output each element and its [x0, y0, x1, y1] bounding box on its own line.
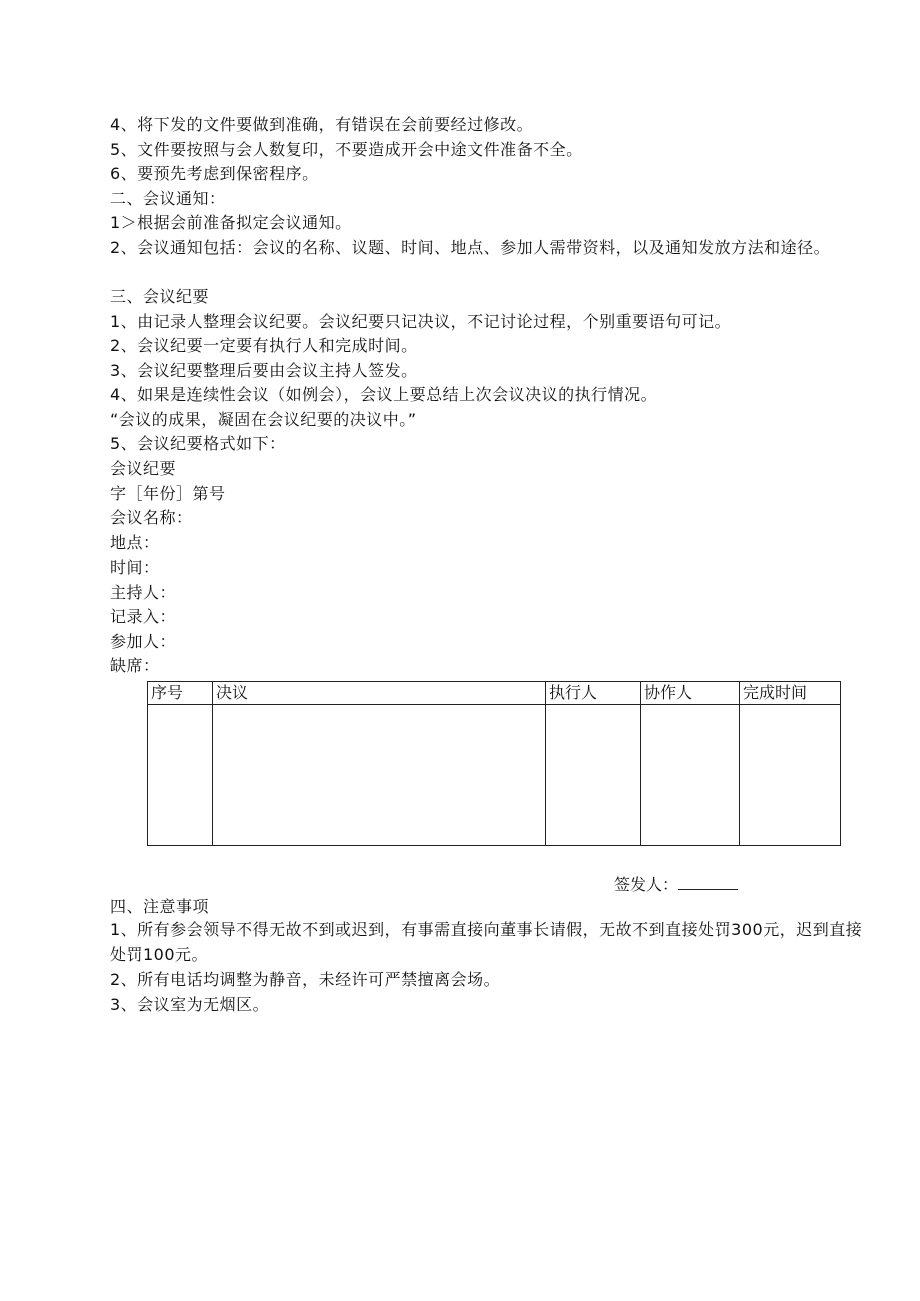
- notes-item-2: 2、所有电话均调整为静音，未经许可严禁擅离会场。: [110, 970, 501, 989]
- minutes-table: [147, 681, 841, 846]
- prep-item-4: 4、将下发的文件要做到准确，有错误在会前要经过修改。: [110, 115, 534, 134]
- minutes-item-1: 1、由记录人整理会议纪要。会议纪要只记决议，不记讨论过程，个别重要语句可记。: [110, 312, 732, 331]
- signature-blank: [678, 873, 738, 890]
- signature-label: 签发人：: [614, 875, 679, 894]
- prep-item-5: 5、文件要按照与会人数复印，不要造成开会中途文件准备不全。: [110, 140, 583, 159]
- minutes-item-3: 3、会议纪要整理后要由会议主持人签发。: [110, 361, 418, 380]
- header-deadline: 完成时间: [740, 682, 841, 705]
- minutes-quote: “会议的成果，凝固在会议纪要的决议中。”: [110, 410, 417, 429]
- section-minutes-heading: 三、会议纪要: [110, 287, 210, 306]
- template-absent: 缺席：: [110, 656, 160, 675]
- template-meeting-name: 会议名称：: [110, 508, 193, 527]
- cell-executor: [546, 705, 641, 846]
- notice-item-2: 2、会议通知包括：会议的名称、议题、时间、地点、参加人需带资料，以及通知发放方法和途径。: [110, 238, 831, 257]
- cell-collaborator: [641, 705, 740, 846]
- section-notice-heading: 二、会议通知：: [110, 189, 226, 208]
- minutes-item-2: 2、会议纪要一定要有执行人和完成时间。: [110, 336, 418, 355]
- header-collaborator: 协作人: [641, 682, 740, 705]
- template-host: 主持人：: [110, 583, 177, 602]
- header-executor: 执行人: [546, 682, 641, 705]
- minutes-item-5: 5、会议纪要格式如下：: [110, 434, 286, 453]
- header-resolution: 决议: [213, 682, 546, 705]
- section-notes-heading: 四、注意事项: [110, 897, 210, 916]
- prep-item-6: 6、要预先考虑到保密程序。: [110, 164, 319, 183]
- template-attendees: 参加人：: [110, 632, 177, 651]
- cell-serial: [148, 705, 213, 846]
- template-location: 地点：: [110, 533, 160, 552]
- signature-line: [614, 873, 738, 895]
- notice-item-1: 1＞根据会前准备拟定会议通知。: [110, 213, 352, 232]
- table-row: [148, 705, 841, 846]
- minutes-item-4: 4、如果是连续性会议（如例会），会议上要总结上次会议决议的执行情况。: [110, 385, 658, 404]
- header-serial: 序号: [148, 682, 213, 705]
- table-header-row: [148, 682, 841, 705]
- notes-item-1: 1、所有参会领导不得无故不到或迟到，有事需直接向董事长请假，无故不到直接处罚300元，迟到直接处罚100元。: [110, 920, 863, 964]
- template-time: 时间：: [110, 558, 160, 577]
- cell-deadline: [740, 705, 841, 846]
- template-recorder: 记录入：: [110, 607, 177, 626]
- template-number: 字［年份］第号: [110, 484, 226, 503]
- template-title: 会议纪要: [110, 459, 177, 478]
- notes-item-3: 3、会议室为无烟区。: [110, 995, 270, 1014]
- cell-resolution: [213, 705, 546, 846]
